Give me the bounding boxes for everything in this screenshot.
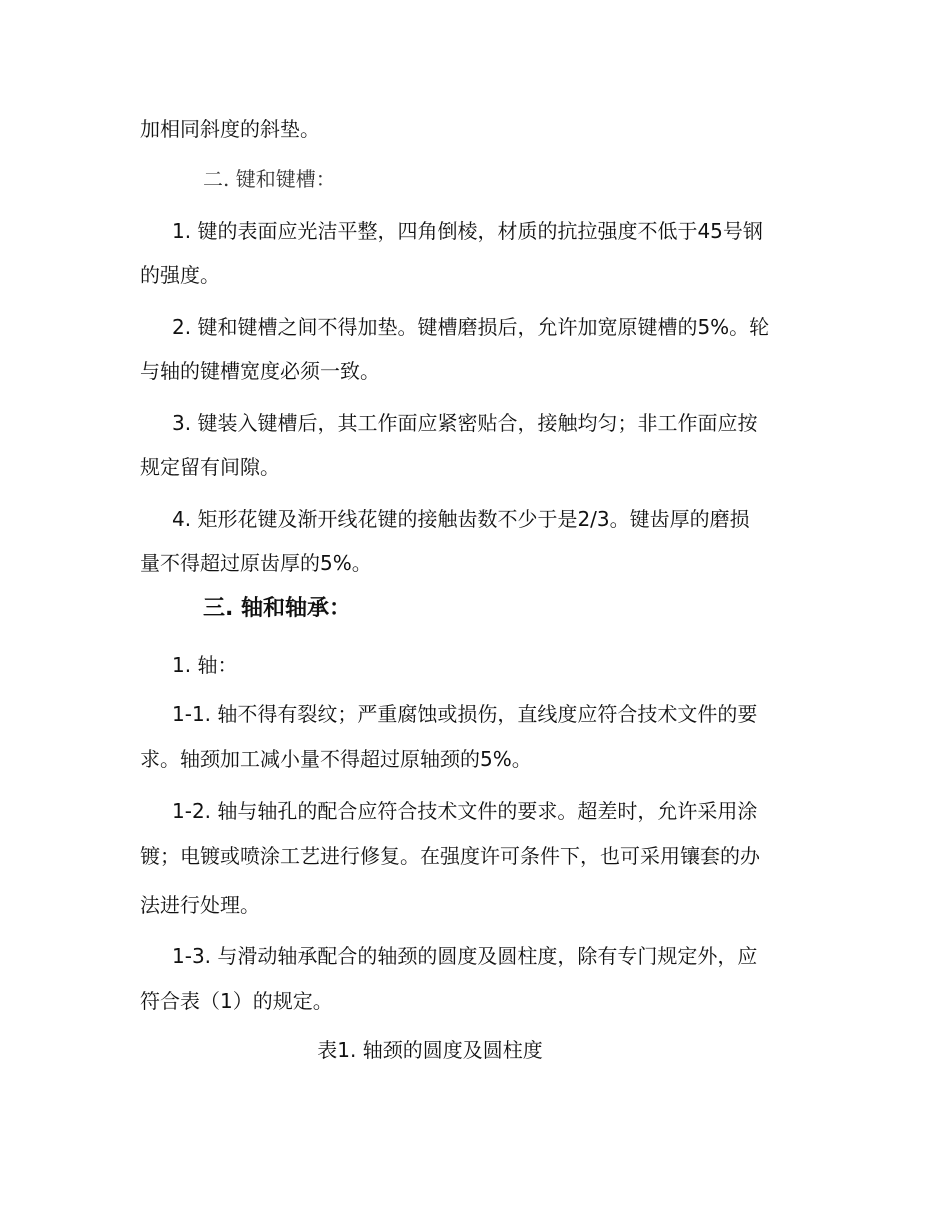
paragraph-line: 与轴的键槽宽度必须一致。 — [140, 359, 380, 383]
paragraph-line: 求。轴颈加工减小量不得超过原轴颈的5%。 — [140, 747, 532, 771]
section-heading-shafts: 三. 轴和轴承： — [203, 596, 352, 621]
paragraph-line: 法进行处理。 — [140, 893, 260, 917]
paragraph-line: 1. 轴： — [172, 653, 238, 677]
paragraph-line: 加相同斜度的斜垫。 — [140, 117, 320, 141]
paragraph-line: 3. 键装入键槽后，其工作面应紧密贴合，接触均匀；非工作面应按 — [172, 411, 758, 435]
paragraph-line: 4. 矩形花键及渐开线花键的接触齿数不少于是2/3。键齿厚的磨损 — [172, 507, 750, 531]
paragraph-line: 1-2. 轴与轴孔的配合应符合技术文件的要求。超差时，允许采用涂 — [172, 799, 758, 823]
paragraph-line: 1-3. 与滑动轴承配合的轴颈的圆度及圆柱度，除有专门规定外，应 — [172, 944, 758, 968]
paragraph-line: 1. 键的表面应光洁平整，四角倒棱，材质的抗拉强度不低于45号钢 — [172, 219, 763, 243]
table-caption: 表1. 轴颈的圆度及圆柱度 — [317, 1038, 543, 1062]
paragraph-line: 镀；电镀或喷涂工艺进行修复。在强度许可条件下，也可采用镶套的办 — [140, 844, 760, 868]
paragraph-line: 的强度。 — [140, 263, 220, 287]
paragraph-line: 2. 键和键槽之间不得加垫。键槽磨损后，允许加宽原键槽的5%。轮 — [172, 315, 770, 339]
section-heading-keys: 二. 键和键槽： — [203, 167, 336, 191]
paragraph-line: 规定留有间隙。 — [140, 455, 280, 479]
paragraph-line: 符合表（1）的规定。 — [140, 989, 333, 1013]
paragraph-line: 量不得超过原齿厚的5%。 — [140, 551, 372, 575]
paragraph-line: 1-1. 轴不得有裂纹；严重腐蚀或损伤，直线度应符合技术文件的要 — [172, 702, 758, 726]
